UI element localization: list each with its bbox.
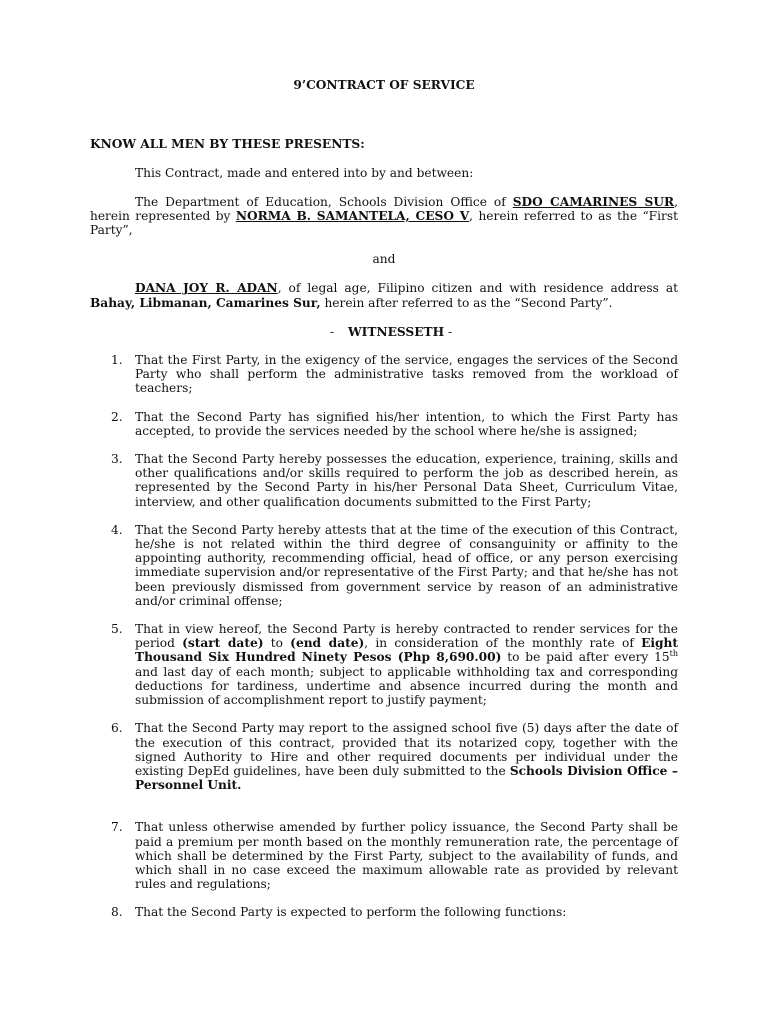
clause-item: 4. That the Second Party hereby attests that at the time of the execution of this Contract, he/she is not related within the third degree of consanguinity or affinity to the appointing authority, recommending official, head of office, or any person exercising immediate supervision and/or representative of the First Party; and that he/she has not been previously dismissed from government service by reason of an administrative and/or criminal offense;: [111, 522, 678, 608]
second-party-address: Bahay, Libmanan, Camarines Sur,: [90, 295, 321, 310]
clause-item: 8. That the Second Party is expected to perform the following functions:: [111, 905, 567, 920]
clause-item: 5. That in view hereof, the Second Party is hereby contracted to render services for the period (start date) to (end date), in consideration of the monthly rate of Eight Thousand Six Hundred Ninety Pesos (Php 8,690.00) to be paid after every 15th and last day of each month; subject to applicable withholding tax and corresponding deductions for tardiness, undertime and absence incurred during the month and submission of accomplishment report to justify payment;: [111, 622, 678, 708]
end-date: (end date): [290, 636, 365, 651]
intro-paragraph: This Contract, made and entered into by and between:: [135, 166, 474, 181]
clause-item: 2. That the Second Party has signified his/her intention, to which the First Party has accepted, to provide the services needed by the school where he/she is assigned;: [111, 409, 678, 438]
clause-item: 6. That the Second Party may report to the assigned school five (5) days after the date of the execution of this contract, provided that its notarized copy, together with the signed Authority to Hire and other required documents per individual under the existing DepEd guidelines, have been duly submitted to the Schools Division Office – Personnel Unit.: [111, 721, 678, 793]
first-party-paragraph: The Department of Education, Schools Division Office of SDO CAMARINES SUR, herein represented by NORMA B. SAMANTELA, CESO V, herein referred to as the “First Party”,: [90, 194, 679, 238]
start-date: (start date): [182, 636, 264, 651]
preamble-heading: KNOW ALL MEN BY THESE PRESENTS:: [90, 137, 365, 152]
representative-name: NORMA B. SAMANTELA, CESO V: [235, 208, 470, 223]
clause-item: 1. That the First Party, in the exigency of the service, engages the services of the Second Party who shall perform the administrative tasks removed from the workload of teachers;: [111, 353, 678, 396]
clause-list: [90, 353, 678, 920]
office-name: SDO CAMARINES SUR: [512, 194, 675, 209]
witnesseth-heading: - WITNESSETH -: [329, 324, 453, 339]
clause-item: 3. That the Second Party hereby possesses the education, experience, training, skills and other qualifications and/or skills required to perform the job as described herein, as represented by the Second Party in his/her Personal Data Sheet, Curriculum Vitae, interview, and other qualification documents submitted to the First Party;: [111, 452, 678, 509]
monthly-rate: Eight Thousand Six Hundred Ninety Pesos (Php 8,690.00): [135, 636, 678, 665]
and-separator: and: [372, 252, 396, 267]
second-party-paragraph: DANA JOY R. ADAN, of legal age, Filipino citizen and with residence address at Bahay, Libmanan, Camarines Sur, herein after referred to as the “Second Party”.: [90, 281, 678, 310]
second-party-name: DANA JOY R. ADAN: [135, 281, 278, 296]
clause-item: 7. That unless otherwise amended by further policy issuance, the Second Party shall be paid a premium per month based on the monthly remuneration rate, the percentage of which shall be determined by the First Party, subject to the availability of funds, and which shall in no case exceed the maximum allowable rate as provided by relevant rules and regulations;: [111, 820, 678, 892]
personnel-unit: Schools Division Office – Personnel Unit.: [135, 763, 678, 793]
document-title: 9’CONTRACT OF SERVICE: [293, 78, 475, 92]
document-page: [90, 70, 678, 920]
